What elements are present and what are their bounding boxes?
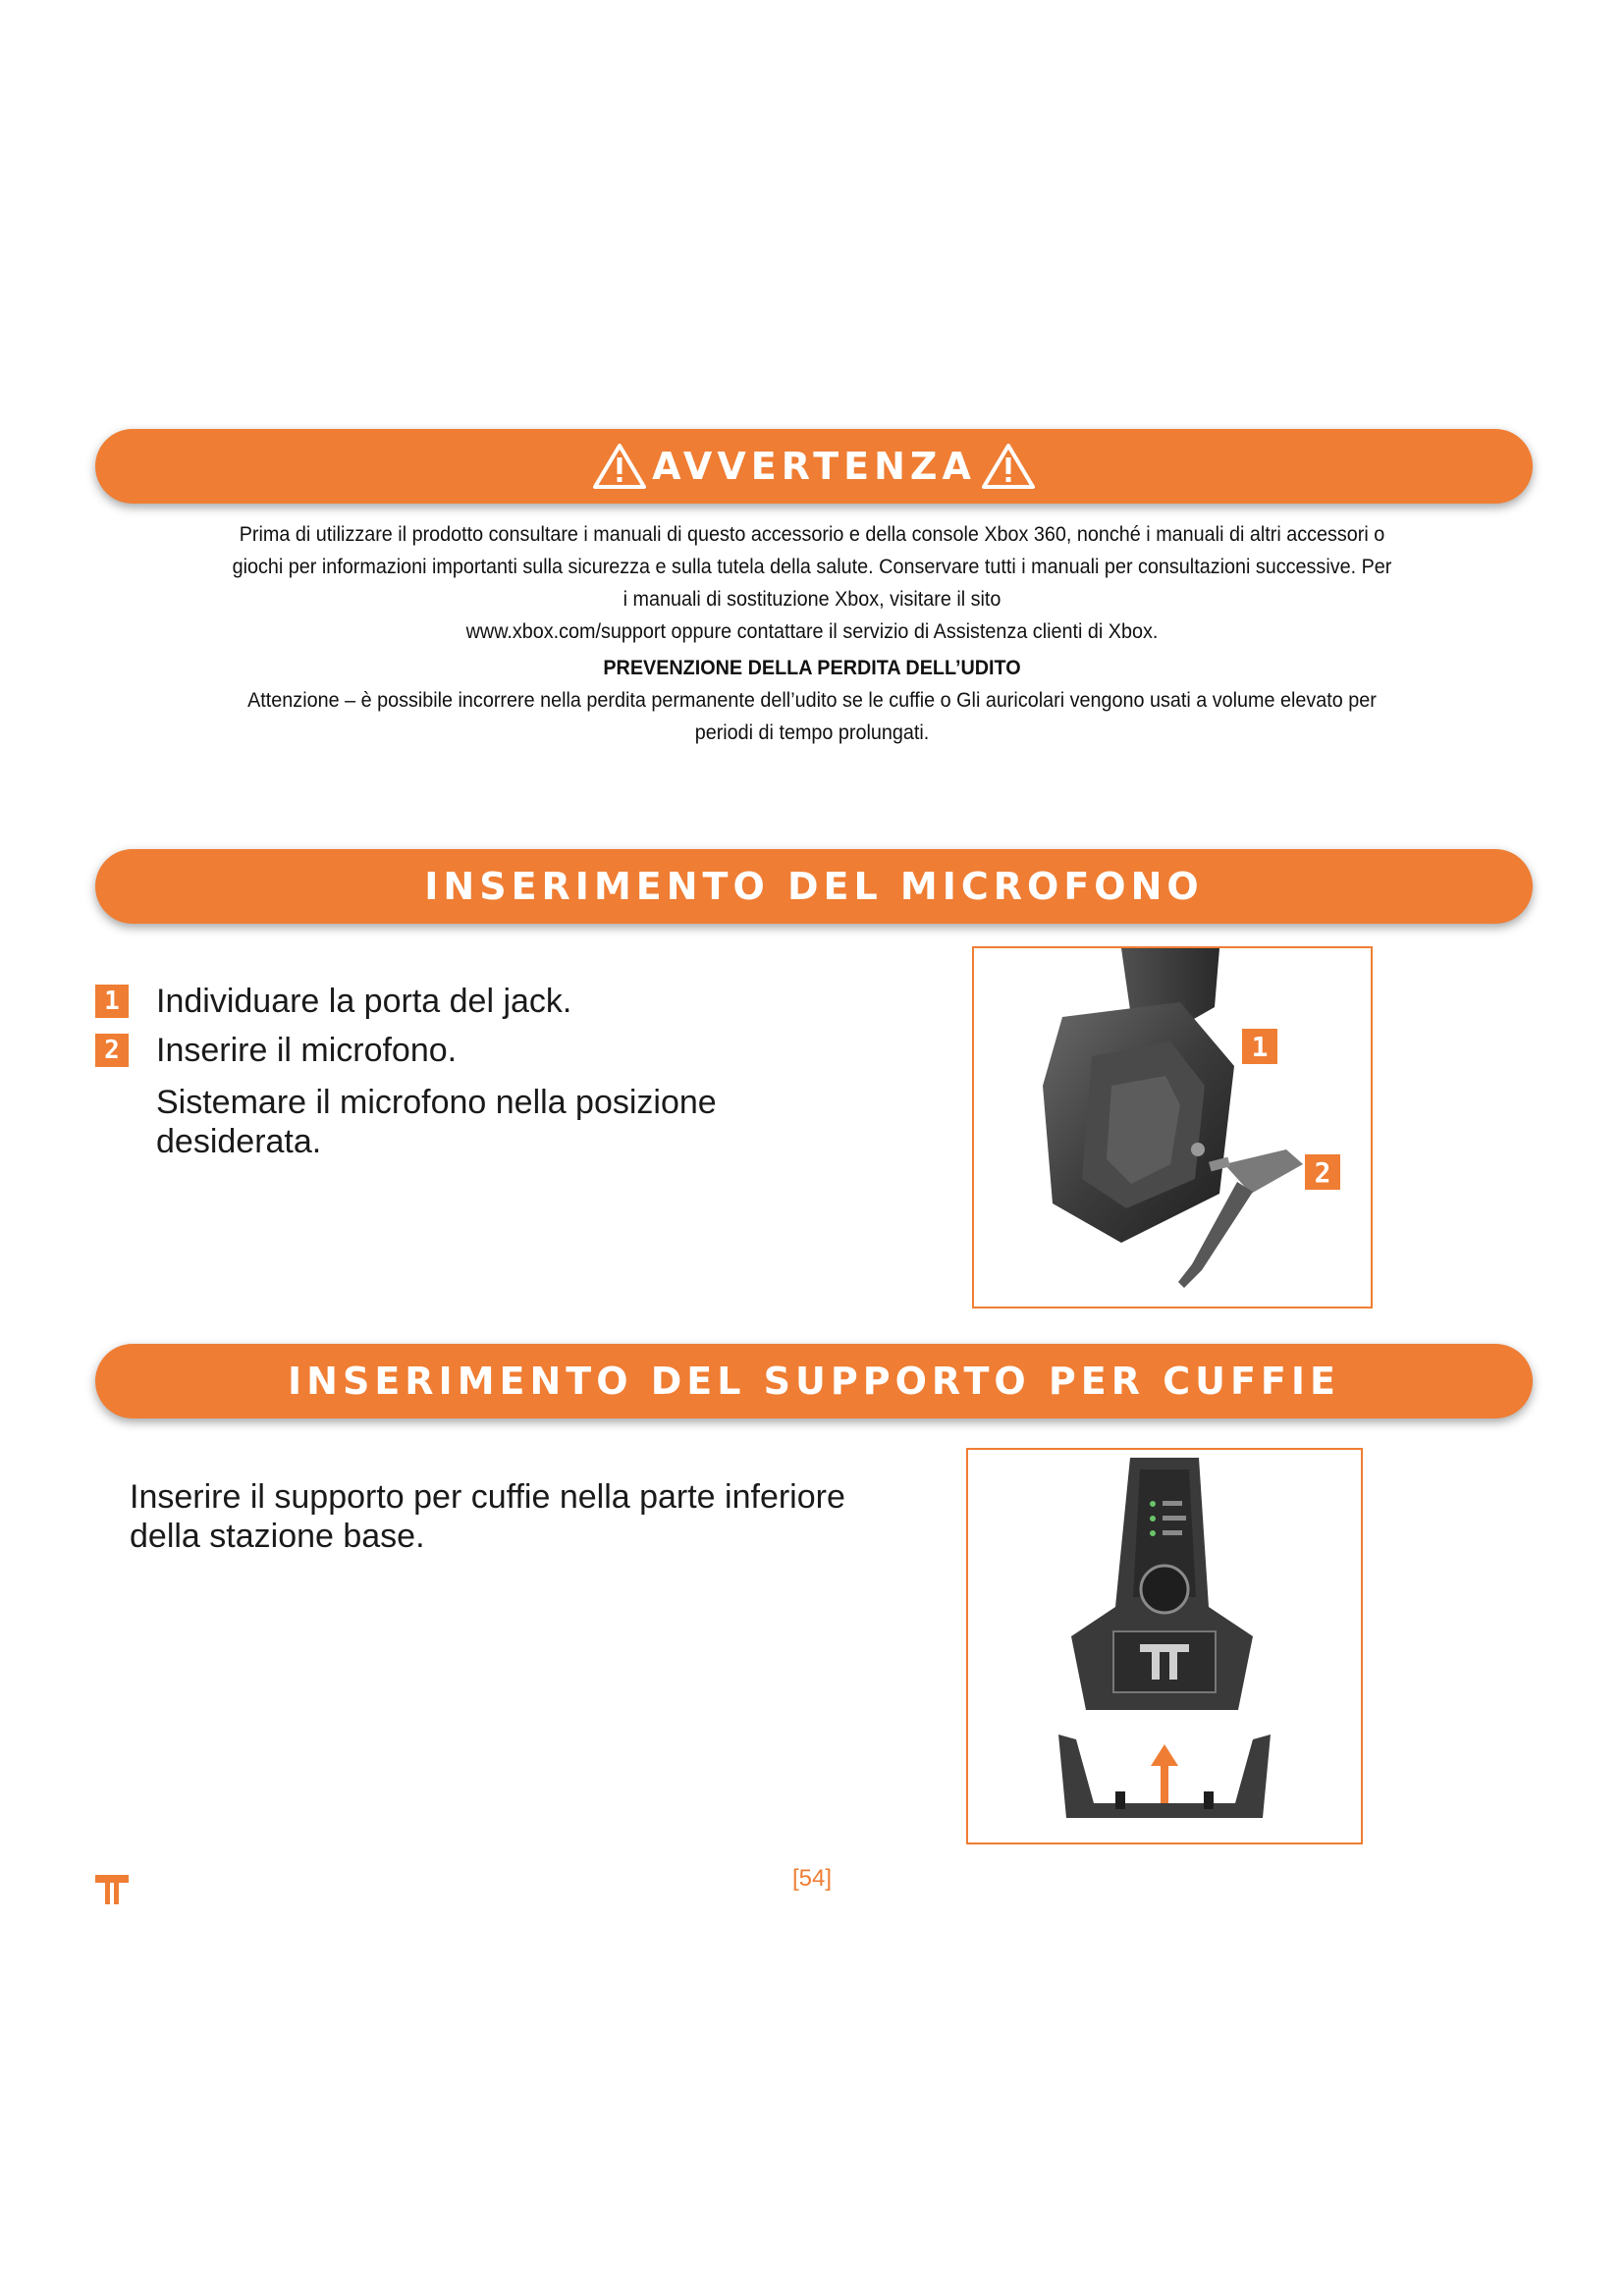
step-extra-text [156, 1083, 745, 1161]
microphone-section-title: INSERIMENTO DEL MICROFONO [424, 865, 1204, 908]
base-station-illustration [968, 1450, 1361, 1842]
step-number-badge: 2 [95, 1034, 129, 1067]
step-number-badge: 1 [95, 985, 129, 1018]
microphone-insertion-figure [972, 946, 1373, 1308]
step-extra-line: Sistemare il microfono nella posizione [156, 1084, 717, 1121]
warning-line: www.xbox.com/support oppure contattare il servizio di Assistenza clienti di Xbox. [465, 619, 1159, 643]
warning-line: giochi per informazioni importanti sulla sicurezza e sulla tutela della salute. Conservare tutti i manuali per consultazioni successive. Per [232, 555, 1392, 578]
microphone-steps [95, 977, 802, 1161]
microphone-section-banner [95, 849, 1533, 924]
step-text: Inserire il microfono. [156, 1032, 458, 1069]
hearing-line: Attenzione – è possibile incorrere nella perdita permanente dell’udito se le cuffie o Gli auricolari vengono usati a volume elevato per [247, 688, 1377, 712]
support-line: della stazione base. [130, 1518, 425, 1555]
warning-title: AVVERTENZA [652, 445, 976, 488]
support-line: Inserire il supporto per cuffie nella parte inferiore [130, 1478, 845, 1516]
warning-triangle-icon [982, 443, 1035, 490]
step-item [95, 1026, 802, 1075]
page-number: [54] [791, 1865, 833, 1892]
support-section-title: INSERIMENTO DEL SUPPORTO PER CUFFIE [288, 1360, 1340, 1403]
step-text: Individuare la porta del jack. [156, 983, 572, 1020]
support-instructions [130, 1477, 915, 1556]
warning-line: Prima di utilizzare il prodotto consultare i manuali di questo accessorio e della console Xbox 360, nonché i manuali di altri accessori o [239, 522, 1385, 546]
warning-triangle-icon [593, 443, 646, 490]
figure-label-2: 2 [1305, 1154, 1340, 1190]
step-item [95, 977, 802, 1026]
headset-illustration [974, 948, 1371, 1307]
support-section-banner [95, 1344, 1533, 1418]
step-extra-line: desiderata. [156, 1123, 322, 1160]
hearing-loss-heading: PREVENZIONE DELLA PERDITA DELL’UDITO [603, 656, 1021, 679]
warning-body [146, 518, 1478, 749]
base-station-figure [966, 1448, 1363, 1844]
warning-banner [95, 429, 1533, 504]
hearing-line: periodi di tempo prolungati. [694, 721, 930, 744]
warning-line: i manuali di sostituzione Xbox, visitare il sito [623, 587, 1001, 611]
figure-label-1: 1 [1242, 1029, 1277, 1064]
